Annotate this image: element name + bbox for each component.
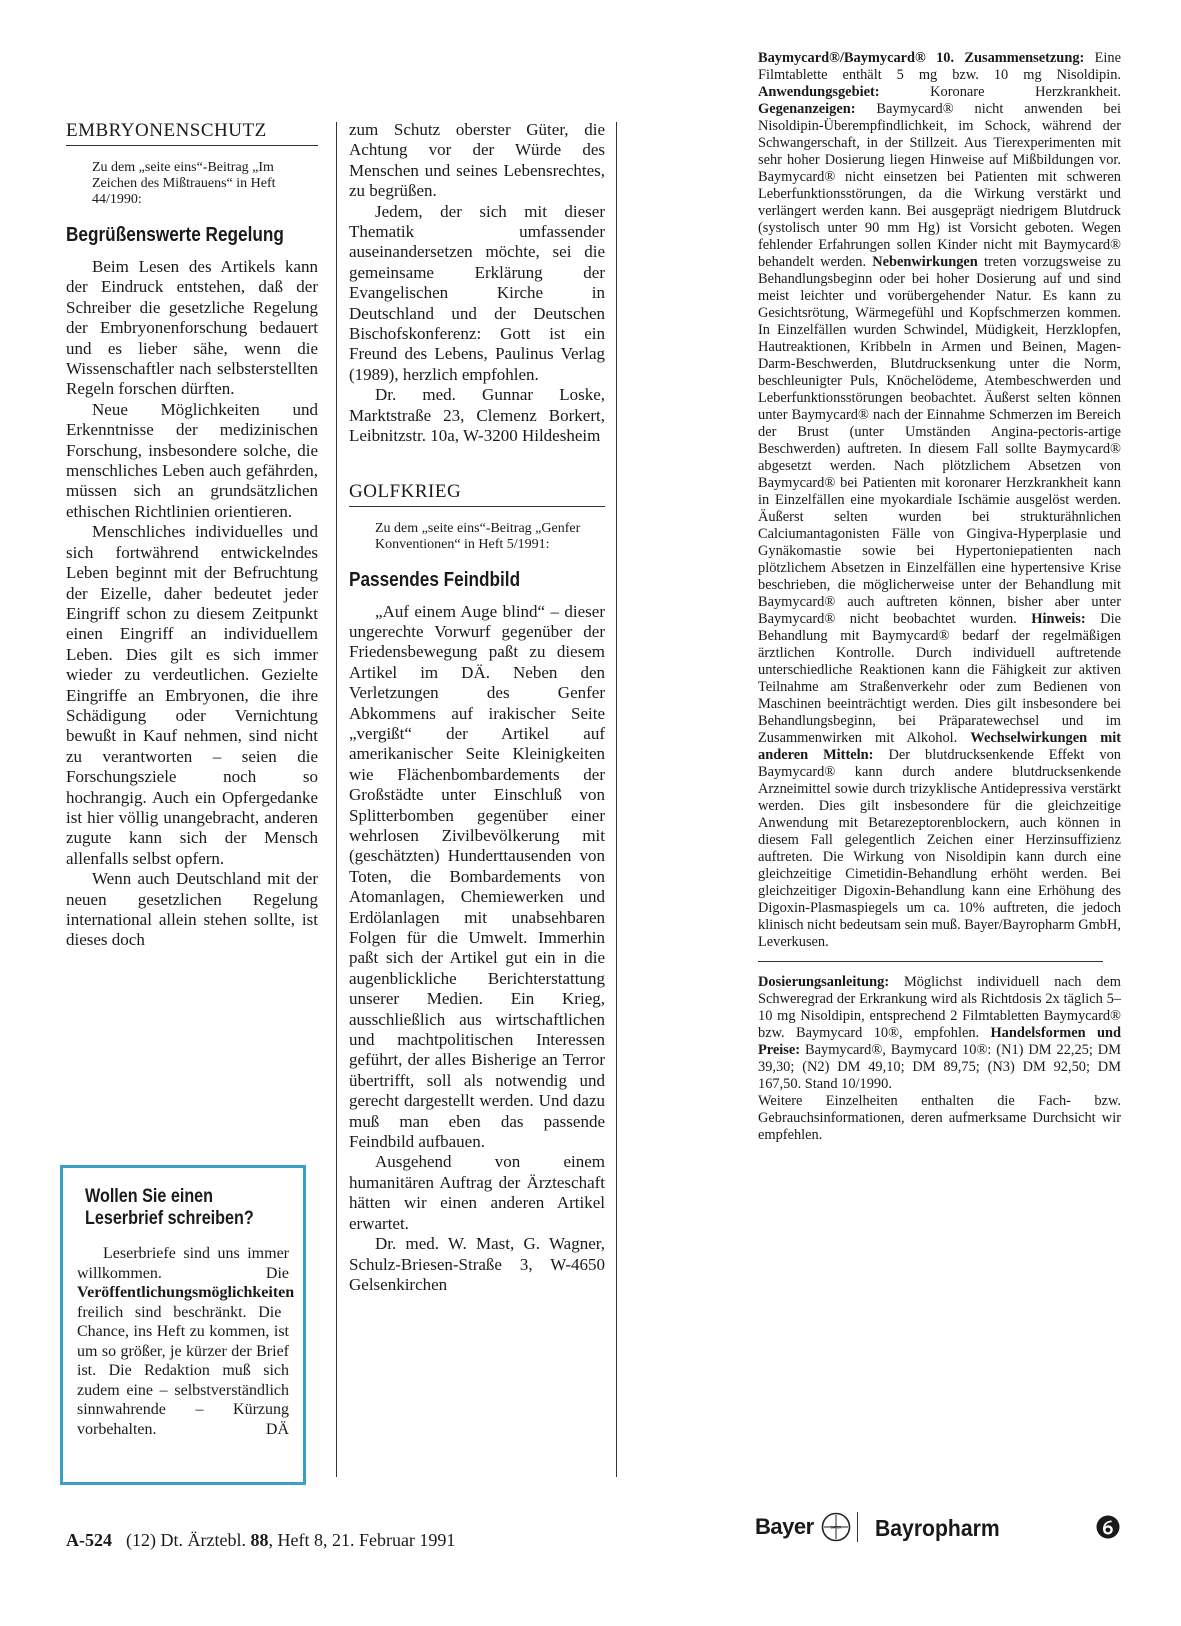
- box-headline: [85, 1186, 258, 1230]
- article-reference: Zu dem „seite eins“-Beitrag „Genfer Konventionen“ in Heft 5/1991:: [375, 520, 581, 552]
- letters-column-middle: [349, 120, 605, 1295]
- letters-column-left: [66, 120, 318, 951]
- ad-divider: [758, 961, 1103, 962]
- ad-bold: Handelsformen und Preise:: [758, 1025, 1121, 1058]
- box-text: [77, 1244, 295, 1439]
- paragraph: Jedem, der sich mit dieser Thematik umfassender auseinandersetzen möchte, sei die gemeinsame Erklärung der Evangelischen Kirche in Deutschland und der Deutschen Bischofskonferenz: Gott ist ein Freund des Lebens, Paulinus Verlag (1989), herzlich empfohlen.: [349, 201, 605, 384]
- ad-bold: Baymycard®/Baymycard® 10. Zusammensetzung:: [758, 50, 1085, 66]
- ad-text: Eine Filmtablette enthält 5 mg bzw. 10 mg Nisoldipin.: [758, 50, 1121, 83]
- article-reference: Zu dem „seite eins“-Beitrag „Im Zeichen des Mißtrauens“ in Heft 44/1990:: [92, 160, 276, 207]
- paragraph: zum Schutz oberster Güter, die Achtung vor der Würde des Menschen und seines Lebensrechtes, zu begrüßen.: [349, 120, 605, 201]
- paragraph: Neue Möglichkeiten und Erkenntnisse der medizinischen Forschung, insbesondere solche, die menschliches Leben auch gefährden, müssen sich an grundsätzlichen ethischen Richtlinien orientieren.: [66, 399, 318, 521]
- bayer-wordmark: Bayer: [755, 1514, 814, 1539]
- ad-logos: [755, 1510, 1125, 1544]
- ad-text: Die Behandlung mit Baymycard® bedarf der regelmäßigen ärztlichen Kontrolle. Durch individuell auftretende unterschiedliche Reaktionen kann die Fähigkeit zur aktiven Teilnahme am Straßenverkehr oder zum Bedienen von Maschinen beeinträchtigt werden. Dies gilt insbesondere bei Behandlungsbeginn, bei Präparatewechsel und im Zusammenwirken mit Alkohol.: [758, 611, 1121, 746]
- letter-signature: Dr. med. W. Mast, G. Wagner, Schulz-Briesen-Straße 3, W-4650 Gelsenkirchen: [349, 1234, 605, 1294]
- ad-text: Baymycard® nicht anwenden bei Nisoldipin-Überempfindlichkeit, im Schock, während der Schwangerschaft, in der Stillzeit. Aus Tierexperimenten mit sehr hoher Dosierung liegen Hinweise auf Mißbildungen vor. Baymycard® nicht einsetzen bei Patienten mit schweren Leberfunktionsstörungen, da die Wirkung verstärkt und verlängert werden kann. Bei ausgeprägt niedrigem Blutdruck (systolisch unter 90 mm Hg) ist Vorsicht geboten. Wegen fehlender Erfahrungen sollen Kinder nicht mit Baymycard® behandelt werden.: [758, 101, 1121, 270]
- section-heading-embryonenschutz: EMBRYONENSCHUTZ: [66, 120, 318, 146]
- page-number: A-524: [66, 1530, 112, 1550]
- letter-headline: Passendes Feindbild: [349, 568, 521, 591]
- letter-body: [349, 602, 605, 1235]
- ad-dosage-info: [758, 974, 1121, 1093]
- ad-bold: Gegenanzeigen:: [758, 101, 856, 117]
- ad-text: Baymycard®, Baymycard 10®: (N1) DM 22,25; DM 39,30; (N2) DM 49,10; DM 89,75; (N3) DM 92,50; DM 167,50. Stand 10/1990.: [758, 1042, 1121, 1092]
- letter-signature: Dr. med. Gunnar Loske, Marktstraße 23, Clemenz Borkert, Leibnitzstr. 10a, W-3200 Hildesheim: [349, 385, 605, 446]
- paragraph: „Auf einem Auge blind“ – dieser ungerechte Vorwurf gegenüber der Friedensbewegung paßt zu diesem Artikel im DÄ. Neben den Verletzungen des Genfer Abkommens auf irakischer Seite „vergißt“ der Artikel auf amerikanischer Seite Kleinigkeiten wie Flächenbombardements der Großstädte unter Einschluß von Splitterbomben gegenüber einer wehrlosen Zivilbevölkerung mit (geschätzten) Hunderttausenden von Toten, die Bombardements von Atomanlagen, Chemiewerken und Erdölanlagen mit unabsehbaren Folgen für die Umwelt. Immerhin paßt sich der Artikel gut ein in die augenblickliche Berichterstattung unserer Medien. Ein Krieg, ausschließlich aus wirtschaftlichen und machtpolitischen Interessen geführt, der alles Bisherige an Terror übertrifft, soll als notwendig und gerecht dargestellt werden. Und dazu muß man eben das passende Feindbild aufbauen.: [349, 601, 605, 1152]
- ad-bold: Hinweis:: [1031, 611, 1086, 627]
- box-signature: DÄ: [265, 1420, 289, 1438]
- box-headline-line: Wollen Sie einen: [85, 1186, 214, 1207]
- logo-separator: [857, 1512, 858, 1542]
- footer-citation: (12) Dt. Ärztebl.: [126, 1530, 251, 1550]
- box-text-part: Leserbriefe sind uns immer willkommen. Die: [77, 1245, 289, 1282]
- box-text-part: freilich sind beschränkt. Die Chance, ins Heft zu kommen, ist um so größer, je kürzer der Brief ist. Die Redaktion muß sich zudem eine – selbstverständlich sinnwahrende – Kürzung vorbehalten.: [77, 1303, 289, 1438]
- ad-bold: Wechselwirkungen mit anderen Mitteln:: [758, 730, 1121, 763]
- ad-text: Koronare Herzkrankheit.: [879, 84, 1121, 100]
- ad-bold: Dosierungsanleitung:: [758, 974, 890, 990]
- box-text-bold: Veröffentlichungsmöglichkeiten: [77, 1284, 295, 1301]
- letter-body: [66, 257, 318, 951]
- paragraph: Ausgehend von einem humanitären Auftrag der Ärzteschaft hätten wir einen anderen Artikel erwartet.: [349, 1152, 605, 1233]
- leserbrief-info-box: [60, 1165, 306, 1485]
- ad-text: Möglichst individuell nach dem Schweregrad der Erkrankung wird als Richtdosis 2x täglich 5–10 mg Nisoldipin, entsprechend 2 Filmtabletten Baymycard® bzw. Baymycard 10®, empfohlen.: [758, 974, 1121, 1041]
- paragraph: Beim Lesen des Artikels kann der Eindruck entstehen, daß der Schreiber die gesetzliche Regelung der Embryonenforschung bedauert und es lieber sähe, wenn die Wissenschaftler nach selbsterstellten Regeln forschen dürften.: [66, 257, 318, 399]
- bayer-cross-icon: [821, 1512, 851, 1542]
- letter-body-continued: [349, 120, 605, 385]
- paragraph: Wenn auch Deutschland mit der neuen gesetzlichen Regelung international allein stehen sollte, ist dieses doch: [66, 869, 318, 950]
- column-divider: [616, 122, 617, 1477]
- ad-bold: Nebenwirkungen: [872, 254, 978, 270]
- ad-product-info: [758, 50, 1121, 951]
- svg-text:BAYER: BAYER: [830, 1525, 842, 1530]
- ad-text: treten vorzugsweise zu Behandlungsbeginn oder bei hoher Dosierung auf und sind meist leichter und vorübergehender Natur. Es kann zu Gesichtsrötung, Wärmegefühl und Kopfschmerzen kommen. In Einzelfällen wurden Schwindel, Müdigkeit, Herzklopfen, Hautreaktionen, Kribbeln in Armen und Beinen, Magen-Darm-Beschwerden, Blutdrucksenkung unter die Norm, beschleunigter Puls, Knöchelödeme, Atembeschwerden und Leberfunktionsstörungen beobachtet. Äußerst selten können unter Baymycard® nach der Einnahme Schmerzen im Bereich der Brust (unter Umständen Angina-pectoris-artige Beschwerden) auftreten. In diesem Fall sollte Baymycard® abgesetzt werden. Nach plötzlichem Absetzen von Baymycard® bei Patienten mit koronarer Herzkrankheit kann in Einzelfällen eine myokardiale Ischämie ausgelöst werden. Äußerst selten wurden bei strukturähnlichen Calciumantagonisten Fälle von Gingiva-Hyperplasie und Gynäkomastie sowie bei Hypertoniepatienten nach plötzlichem Absetzen in Einzelfällen eine hypertensive Krise beschrieben, die möglicherweise unter der Behandlung mit Baymycard® auch auftreten können, bisher aber unter Baymycard® nicht beobachtet wurden.: [758, 254, 1121, 627]
- letter-headline: Begrüßenswerte Regelung: [66, 224, 284, 246]
- box-headline-line: Leserbrief schreiben?: [85, 1208, 254, 1229]
- ad-text: Der blutdrucksenkende Effekt von Baymycard® kann durch andere blutdrucksenkende Arzneimittel sowie durch trizyklische Antidepressiva verstärkt werden. Dies gilt insbesondere für die gleichzeitige Anwendung mit Betarezeptorenblockern, auch können in diesem Fall gelegentlich Zeichen einer Herzinsuffizienz auftreten. Die Wirkung von Nisoldipin kann durch eine gleichzeitige Cimetidin-Behandlung erhöht werden. Bei gleichzeitiger Digoxin-Behandlung kann eine Erhöhung des Digoxin-Plasmaspiegels um ca. 10% auftreten, die jedoch klinisch nicht bedeutsam sein muß. Bayer/Bayropharm GmbH, Leverkusen.: [758, 747, 1121, 950]
- bayropharm-wordmark: Bayropharm: [875, 1515, 1000, 1541]
- ad-bold: Anwendungsgebiet:: [758, 84, 880, 100]
- footer-citation: , Heft 8, 21. Februar 1991: [268, 1530, 456, 1550]
- section-heading-golfkrieg: GOLFKRIEG: [349, 481, 605, 507]
- footer-volume: 88: [250, 1530, 269, 1550]
- page-footer: [66, 1530, 455, 1551]
- pharma-ad-column: [758, 50, 1121, 1144]
- ad-further-info: Weitere Einzelheiten enthalten die Fach- bzw. Gebrauchsinformationen, deren aufmerksame Durchsicht wir empfehlen.: [758, 1093, 1121, 1143]
- paragraph: Menschliches individuelles und sich fortwährend entwickelndes Leben beginnt mit der Befruchtung der Eizelle, daher bedeutet jeder Eingriff schon zu diesem Zeitpunkt einen Eingriff an individuellem Leben. Dies gilt es sich immer wieder zu verdeutlichen. Gezielte Eingriffe an Embryonen, die ihre Schädigung oder Vernichtung bewußt in Kauf nehmen, sind nicht zu verantworten – seien die Forschungsziele noch so hochrangig. Auch ein Opfergedanke ist hier völlig unangebracht, anderen zugute kann sich der Mensch allenfalls selbst opfern.: [66, 522, 318, 868]
- bayropharm-mark-icon: [1095, 1514, 1121, 1540]
- column-divider: [336, 122, 337, 1477]
